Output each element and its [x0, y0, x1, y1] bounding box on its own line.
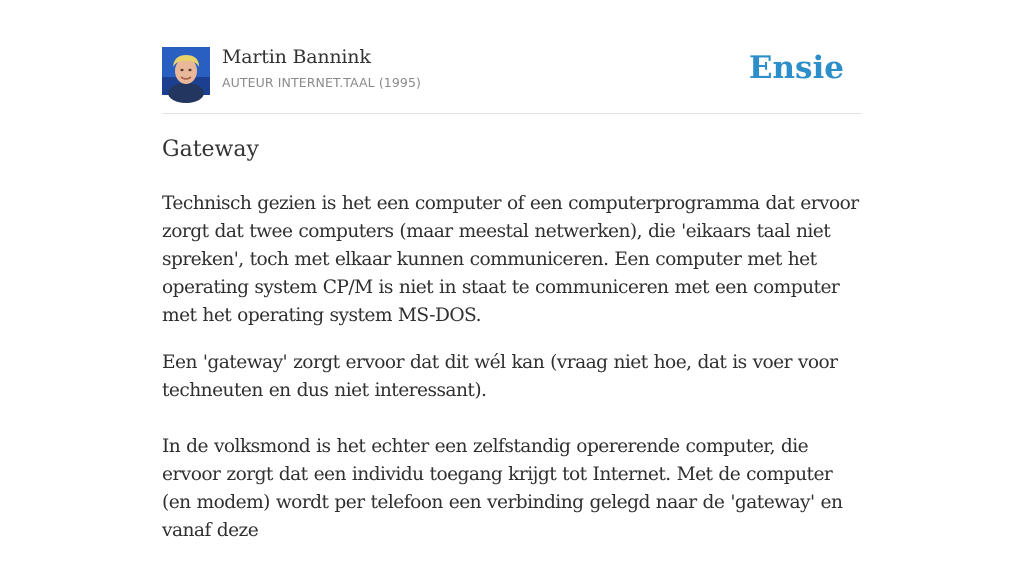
author-header [162, 0, 862, 114]
author-subtitle: AUTEUR INTERNET.TAAL (1995) [222, 75, 421, 90]
entry-title: Gateway [162, 137, 259, 162]
author-name[interactable]: Martin Bannink [222, 46, 371, 68]
paragraph: Technisch gezien is het een computer of een computerprogramma dat ervoor zorgt dat twee computers (maar meestal netwerken), die 'eikaars taal niet spreken', toch met elkaar kunnen communiceren. Een computer met het operating system CP/M is niet in staat te communiceren met een computer met het operating system MS-DOS. [162, 193, 859, 326]
ensie-logo[interactable]: Ensie [748, 50, 844, 86]
entry-body [162, 190, 862, 564]
paragraph: Een 'gateway' zorgt ervoor dat dit wél kan (vraag niet hoe, dat is voer voor techneuten en dus niet interessant). In de volksmond is het echter een zelfstandig opererende computer, die ervoor zorgt dat een individu toegang krijgt tot Internet. Met de computer (en modem) wordt per telefoon een verbinding gelegd naar de 'gateway' en vanaf deze [162, 352, 843, 541]
author-avatar[interactable] [162, 47, 210, 95]
entry-card [162, 0, 862, 541]
avatar-portrait-icon [162, 47, 210, 95]
